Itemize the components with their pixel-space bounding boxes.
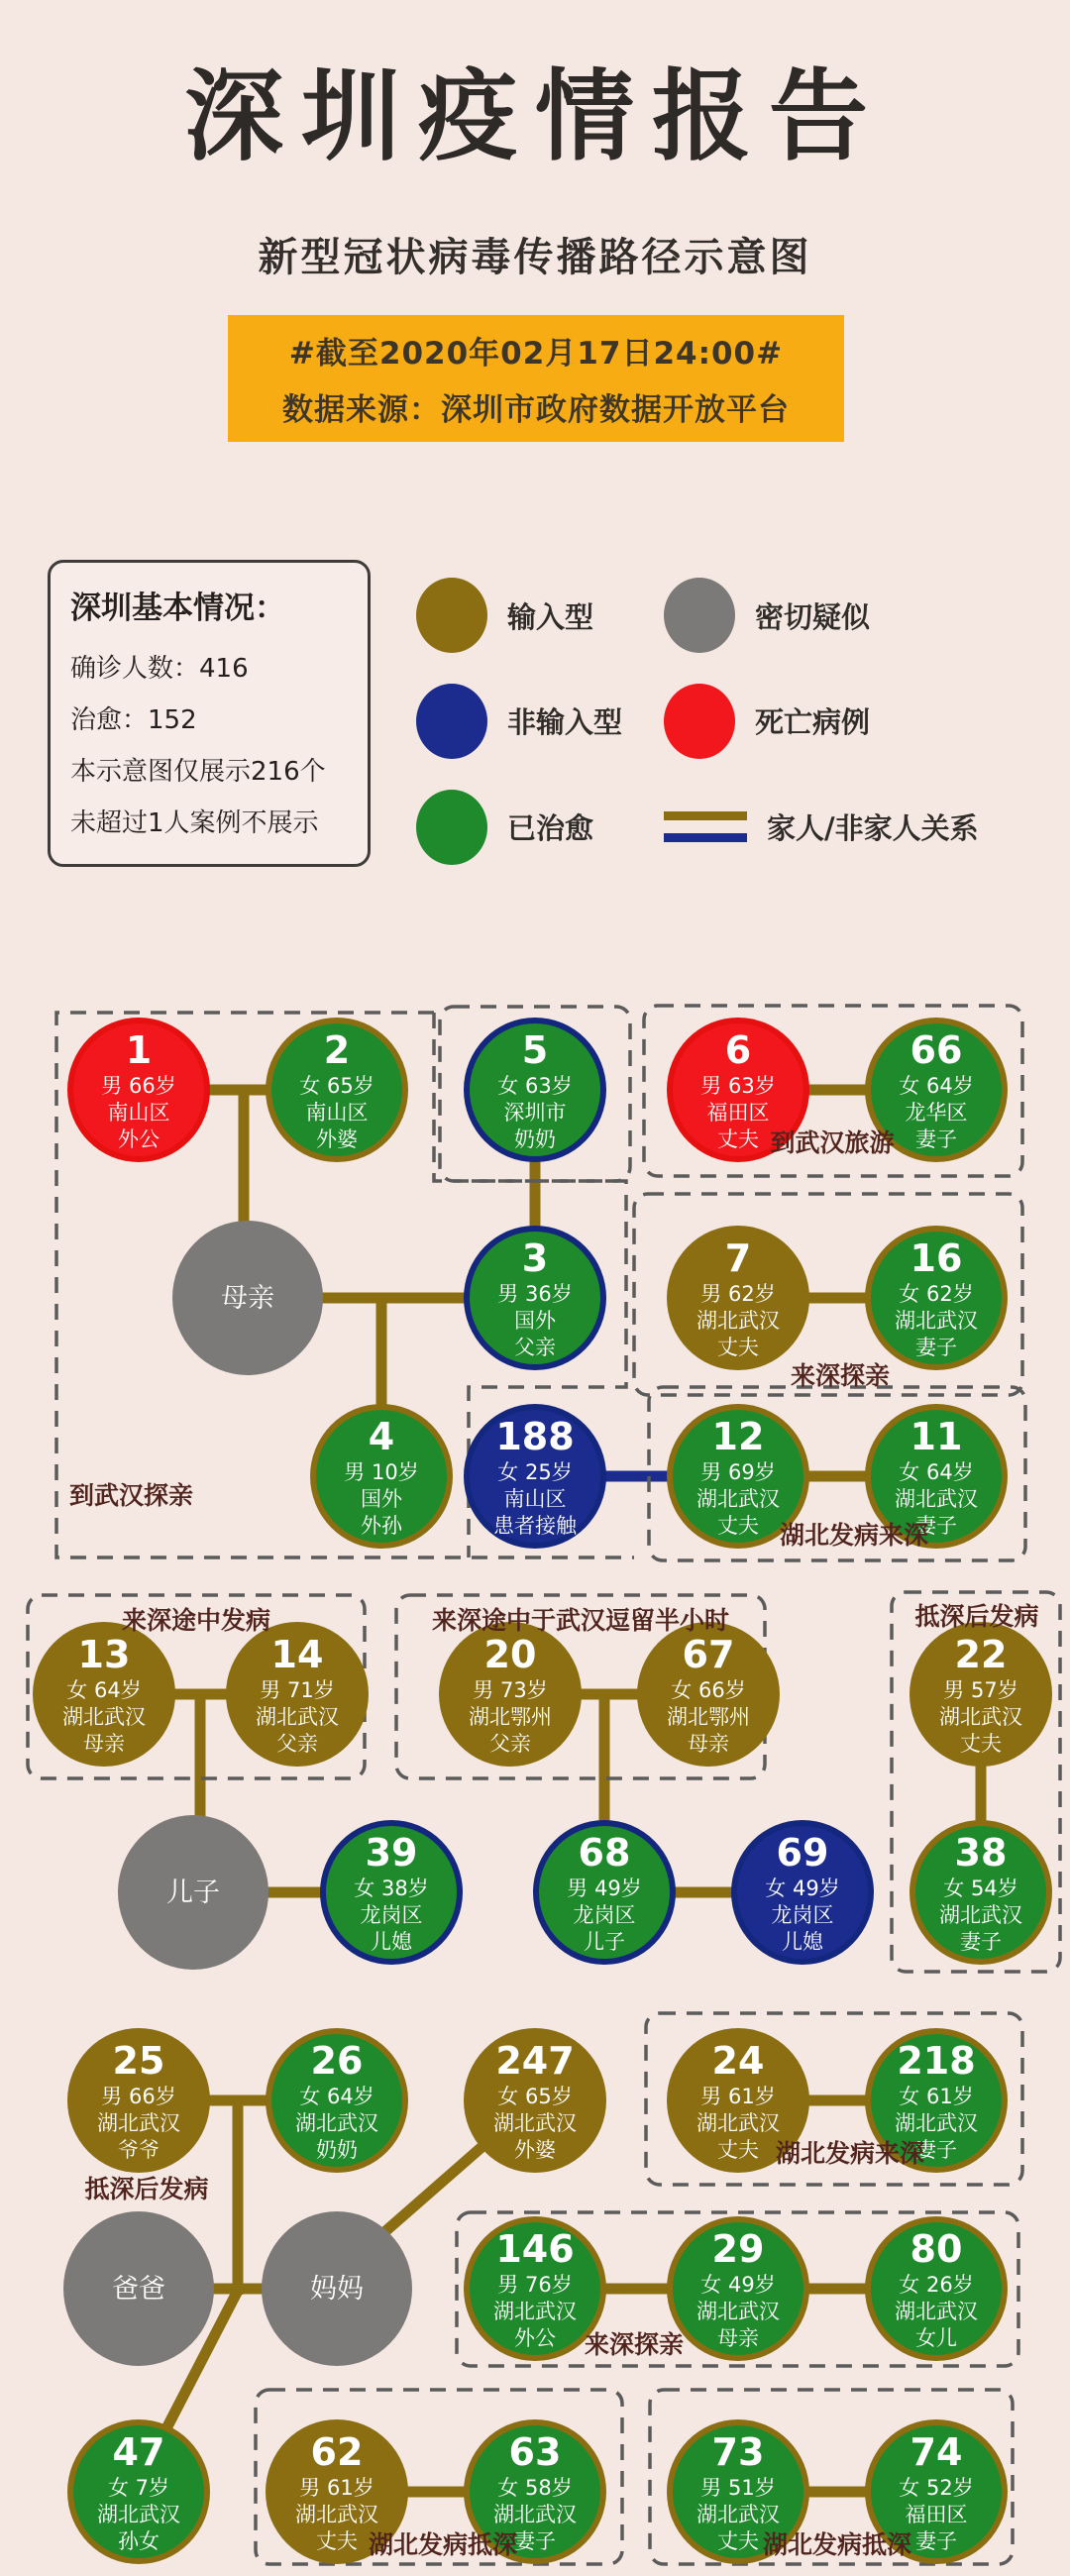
case-detail-line: 龙岗区 [360,1902,423,1927]
case-detail-line: 母亲 [688,1731,729,1756]
case-node-16 [865,1226,1008,1370]
case-detail-line: 龙岗区 [771,1902,834,1927]
case-node-3 [464,1226,606,1370]
case-detail-line: 湖北武汉 [696,1308,780,1333]
case-detail-line: 女 64岁 [899,1073,974,1098]
case-detail-line: 男 49岁 [567,1876,642,1900]
case-number: 20 [483,1632,537,1676]
case-detail-line: 女 38岁 [354,1876,429,1900]
case-detail-line: 妻子 [915,1335,957,1359]
case-number: 14 [270,1632,324,1676]
case-detail-line: 湖北武汉 [97,2110,180,2135]
case-detail-line: 男 66岁 [101,1073,176,1098]
case-node-67 [637,1622,780,1767]
case-detail-line: 患者接触 [493,1513,577,1538]
case-node-188 [464,1404,606,1549]
case-number: 47 [112,2429,165,2474]
case-number: 16 [910,1235,963,1280]
case-detail-line: 湖北武汉 [895,1486,978,1511]
case-node-5 [464,1018,606,1162]
page-subtitle: 新型冠状病毒传播路径示意图 [258,235,812,280]
case-detail-line: 女 7岁 [107,2475,170,2500]
case-detail-line: 湖北武汉 [493,2299,577,2323]
suspect-label: 儿子 [166,1877,220,1908]
case-detail-line: 湖北武汉 [97,2502,180,2526]
case-detail-line: 妻子 [960,1929,1002,1954]
case-detail-line: 女 26岁 [899,2272,974,2297]
case-node-29 [667,2216,809,2361]
basic-info-line: 确诊人数：416 [70,654,249,684]
suspect-label: 母亲 [221,1282,274,1314]
legend-label: 非输入型 [507,705,623,740]
case-node-14 [226,1622,369,1767]
case-detail-line: 男 36岁 [497,1281,573,1306]
cluster-label: 来深探亲 [584,2330,685,2359]
banner-source-line: 数据来源：深圳市政府数据开放平台 [282,392,790,428]
case-detail-line: 外公 [514,2325,556,2350]
case-node-68 [533,1820,676,1965]
case-number: 63 [508,2429,562,2474]
case-detail-line: 母亲 [717,2325,759,2350]
case-detail-line: 湖北武汉 [696,2502,780,2526]
case-number: 73 [711,2429,765,2474]
case-detail-line: 湖北武汉 [256,1704,339,1729]
case-number: 5 [521,1027,549,1072]
case-number: 38 [954,1830,1008,1875]
case-detail-line: 湖北武汉 [895,2299,978,2323]
case-detail-line: 妻子 [915,2137,957,2162]
case-detail-line: 女 66岁 [671,1677,746,1702]
case-detail-line: 女 65岁 [497,2084,573,2108]
case-detail-line: 湖北武汉 [493,2110,577,2135]
case-detail-line: 儿媳 [782,1929,823,1954]
suspect-label: 爸爸 [112,2273,165,2305]
case-detail-line: 湖北武汉 [493,2502,577,2526]
case-detail-line: 儿子 [584,1929,625,1954]
case-number: 6 [724,1027,752,1072]
case-node-20 [439,1622,582,1767]
case-node-25 [67,2028,210,2173]
legend-label: 已治愈 [507,811,594,846]
case-node-38 [910,1820,1052,1965]
case-detail-line: 爷爷 [118,2137,160,2162]
case-detail-line: 丈夫 [717,1335,759,1359]
case-node-4 [310,1404,453,1549]
case-number: 4 [368,1414,395,1458]
case-detail-line: 女 52岁 [899,2475,974,2500]
case-detail-line: 丈夫 [316,2528,358,2553]
banner-date-line: #截至2020年02月17日24:00# [288,336,784,372]
case-detail-line: 女 54岁 [943,1876,1018,1900]
case-node-13 [33,1622,175,1767]
case-detail-line: 女儿 [915,2325,957,2350]
cluster-label: 来深途中发病 [121,1606,271,1635]
case-node-7 [667,1226,809,1370]
cluster-label: 抵深后发病 [914,1602,1039,1631]
case-detail-line: 母亲 [83,1731,125,1756]
suspect-label: 妈妈 [310,2273,364,2305]
case-detail-line: 湖北武汉 [696,2110,780,2135]
case-detail-line: 男 10岁 [344,1459,419,1484]
case-detail-line: 丈夫 [960,1731,1002,1756]
case-detail-line: 龙岗区 [573,1902,636,1927]
case-node-22 [910,1622,1052,1767]
case-detail-line: 父亲 [489,1731,531,1756]
case-detail-line: 妻子 [915,2528,957,2553]
case-number: 188 [495,1414,575,1458]
case-detail-line: 男 76岁 [497,2272,573,2297]
case-detail-line: 妻子 [915,1127,957,1151]
case-detail-line: 父亲 [276,1731,318,1756]
legend-label: 死亡病例 [755,705,871,740]
case-detail-line: 湖北武汉 [295,2110,378,2135]
case-detail-line: 丈夫 [717,1127,759,1151]
case-detail-line: 外公 [118,1127,160,1151]
case-detail-line: 奶奶 [514,1127,556,1151]
case-detail-line: 丈夫 [717,1513,759,1538]
case-detail-line: 湖北武汉 [939,1902,1022,1927]
case-detail-line: 湖北武汉 [295,2502,378,2526]
case-detail-line: 孙女 [118,2528,160,2553]
case-detail-line: 儿媳 [371,1929,412,1954]
case-number: 247 [495,2038,575,2083]
case-detail-line: 男 51岁 [700,2475,776,2500]
cluster-label: 湖北发病抵深 [368,2530,518,2559]
case-detail-line: 奶奶 [316,2137,358,2162]
case-number: 11 [910,1414,963,1458]
basic-info-line: 未超过1人案例不展示 [70,808,319,838]
case-number: 7 [724,1235,752,1280]
cluster-label: 抵深后发病 [84,2175,209,2203]
case-node-muqin [172,1221,323,1375]
case-detail-line: 外孙 [361,1513,402,1538]
case-detail-line: 男 69岁 [700,1459,776,1484]
case-node-mama [262,2211,412,2366]
case-node-39 [320,1820,463,1965]
case-number: 1 [125,1027,153,1072]
case-detail-line: 女 58岁 [497,2475,573,2500]
case-detail-line: 湖北武汉 [696,1486,780,1511]
case-number: 3 [521,1235,549,1280]
case-detail-line: 福田区 [706,1100,770,1125]
case-detail-line: 湖北武汉 [696,2299,780,2323]
case-detail-line: 龙华区 [905,1100,968,1125]
case-detail-line: 湖北鄂州 [667,1704,750,1729]
case-number: 69 [776,1830,829,1875]
basic-info-title: 深圳基本情况： [70,590,285,626]
case-detail-line: 女 61岁 [899,2084,974,2108]
case-number: 22 [954,1632,1008,1676]
case-detail-line: 湖北武汉 [939,1704,1022,1729]
cluster-label: 来深探亲 [790,1361,891,1390]
case-node-69 [731,1820,874,1965]
case-detail-line: 女 63岁 [497,1073,573,1098]
case-node-1 [67,1018,210,1162]
case-node-baba [63,2211,214,2366]
case-node-247 [464,2028,606,2173]
case-detail-line: 女 49岁 [700,2272,776,2297]
case-detail-line: 男 61岁 [299,2475,374,2500]
case-detail-line: 女 25岁 [497,1459,573,1484]
basic-info-line: 本示意图仅展示216个 [70,757,326,787]
cluster-label: 到武汉旅游 [770,1128,895,1157]
case-detail-line: 湖北武汉 [895,2110,978,2135]
case-detail-line: 妻子 [514,2528,556,2553]
case-number: 218 [897,2038,976,2083]
case-detail-line: 女 49岁 [765,1876,840,1900]
case-node-47 [67,2419,210,2564]
case-number: 24 [711,2038,765,2083]
case-detail-line: 女 62岁 [899,1281,974,1306]
case-detail-line: 福田区 [905,2502,968,2526]
case-detail-line: 男 73岁 [473,1677,548,1702]
case-detail-line: 男 66岁 [101,2084,176,2108]
case-number: 2 [323,1027,351,1072]
case-detail-line: 男 61岁 [700,2084,776,2108]
case-detail-line: 外婆 [514,2137,556,2162]
case-number: 80 [910,2226,963,2271]
case-detail-line: 南山区 [107,1100,170,1125]
legend-label: 家人/非家人关系 [767,811,979,846]
case-number: 26 [310,2038,364,2083]
case-detail-line: 国外 [514,1308,556,1333]
page-title: 深圳疫情报告 [184,58,886,174]
case-detail-line: 女 65岁 [299,1073,374,1098]
case-number: 74 [910,2429,963,2474]
cluster-label: 来深途中于武汉逗留半小时 [431,1606,730,1635]
cluster-label: 到武汉探亲 [69,1481,194,1510]
case-detail-line: 父亲 [514,1335,556,1359]
case-detail-line: 男 62岁 [700,1281,776,1306]
case-detail-line: 男 71岁 [260,1677,335,1702]
cluster-label: 湖北发病来深 [779,1521,929,1550]
basic-info-line: 治愈：152 [70,705,197,735]
case-number: 67 [682,1632,735,1676]
case-detail-line: 丈夫 [717,2137,759,2162]
case-number: 29 [711,2226,765,2271]
case-detail-line: 湖北武汉 [62,1704,146,1729]
cluster-label: 湖北发病来深 [775,2139,925,2168]
case-number: 68 [578,1830,631,1875]
case-detail-line: 南山区 [503,1486,567,1511]
case-number: 66 [910,1027,963,1072]
case-detail-line: 女 64岁 [66,1677,142,1702]
legend-label: 密切疑似 [755,599,871,634]
case-node-26 [266,2028,408,2173]
legend-label: 输入型 [507,599,594,634]
case-detail-line: 南山区 [305,1100,369,1125]
case-detail-line: 丈夫 [717,2528,759,2553]
cluster-label: 湖北发病抵深 [762,2530,912,2559]
case-detail-line: 男 57岁 [943,1677,1018,1702]
case-detail-line: 湖北鄂州 [469,1704,552,1729]
case-detail-line: 深圳市 [503,1100,567,1125]
case-number: 39 [365,1830,418,1875]
case-number: 62 [310,2429,364,2474]
case-node-80 [865,2216,1008,2361]
case-number: 146 [495,2226,575,2271]
case-detail-line: 国外 [361,1486,402,1511]
case-number: 12 [711,1414,765,1458]
case-node-erzi [118,1815,268,1970]
case-detail-line: 湖北武汉 [895,1308,978,1333]
case-detail-line: 女 64岁 [299,2084,374,2108]
case-detail-line: 男 63岁 [700,1073,776,1098]
case-number: 25 [112,2038,165,2083]
case-detail-line: 外婆 [316,1127,358,1151]
case-detail-line: 女 64岁 [899,1459,974,1484]
case-detail-line: 妻子 [915,1513,957,1538]
case-node-2 [266,1018,408,1162]
case-number: 13 [77,1632,131,1676]
